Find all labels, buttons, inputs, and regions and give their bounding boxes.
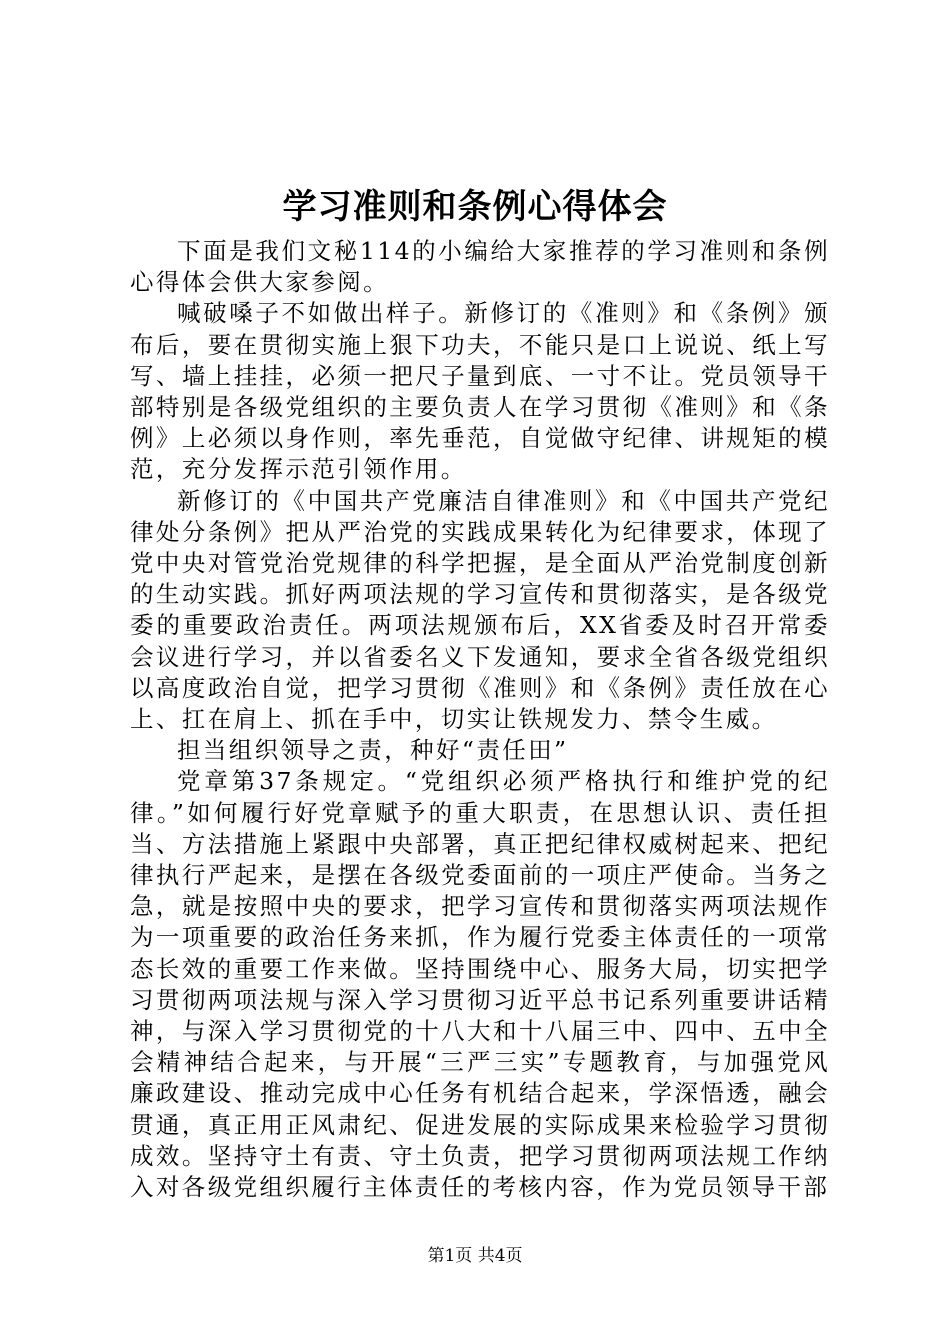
document-body <box>130 236 830 1203</box>
paragraph-regulations: 新修订的《中国共产党廉洁自律准则》和《中国共产党纪律处分条例》把从严治党的实践成果转化为纪律要求，体现了党中央对管党治党规律的科学把握，是全面从严治党制度创新的生动实践。抓好两项法规的学习宣传和贯彻落实，是各级党委的重要政治责任。两项法规颁布后，XX省委及时召开常委会议进行学习，并以省委名义下发通知，要求全省各级党组织以高度政治自觉，把学习贯彻《准则》和《条例》责任放在心上、扛在肩上、抓在手中，切实让铁规发力、禁令生威。 <box>130 486 830 734</box>
page-footer: 第1页 共4页 <box>427 1246 523 1266</box>
paragraph-intro: 下面是我们文秘114的小编给大家推荐的学习准则和条例心得体会供大家参阅。 <box>130 237 830 297</box>
section-heading: 担当组织领导之责，种好“责任田” <box>177 736 569 765</box>
document-title: 学习准则和条例心得体会 <box>282 187 668 227</box>
paragraph-example: 喊破嗓子不如做出样子。新修订的《准则》和《条例》颁布后，要在贯彻实施上狠下功夫，不能只是口上说说、纸上写写、墙上挂挂，必须一把尺子量到底、一寸不让。党员领导干部特别是各级党组织的主要负责人在学习贯彻《准则》和《条例》上必须以身作则，率先垂范，自觉做守纪律、讲规矩的模范，充分发挥示范引领作用。 <box>130 299 830 484</box>
paragraph-party-charter: 党章第37条规定。“党组织必须严格执行和维护党的纪律。”如何履行好党章赋予的重大职责，在思想认识、责任担当、方法措施上紧跟中央部署，真正把纪律权威树起来、把纪律执行严起来，是摆在各级党委面前的一项庄严使命。当务之急，就是按照中央的要求，把学习宣传和贯彻落实两项法规作为一项重要的政治任务来抓，作为履行党委主体责任的一项常态长效的重要工作来做。坚持围绕中心、服务大局，切实把学习贯彻两项法规与深入学习贯彻习近平总书记系列重要讲话精神，与深入学习贯彻党的十八大和十八届三中、四中、五中全会精神结合起来，与开展“三严三实”专题教育，与加强党风廉政建设、推动完成中心任务有机结合起来，学深悟透，融会贯通，真正用正风肃纪、促进发展的实际成果来检验学习贯彻成效。坚持守土有责、守土负责，把学习贯彻两项法规工作纳入对各级党组织履行主体责任的考核内容，作为党员领导干部 <box>130 767 830 1202</box>
